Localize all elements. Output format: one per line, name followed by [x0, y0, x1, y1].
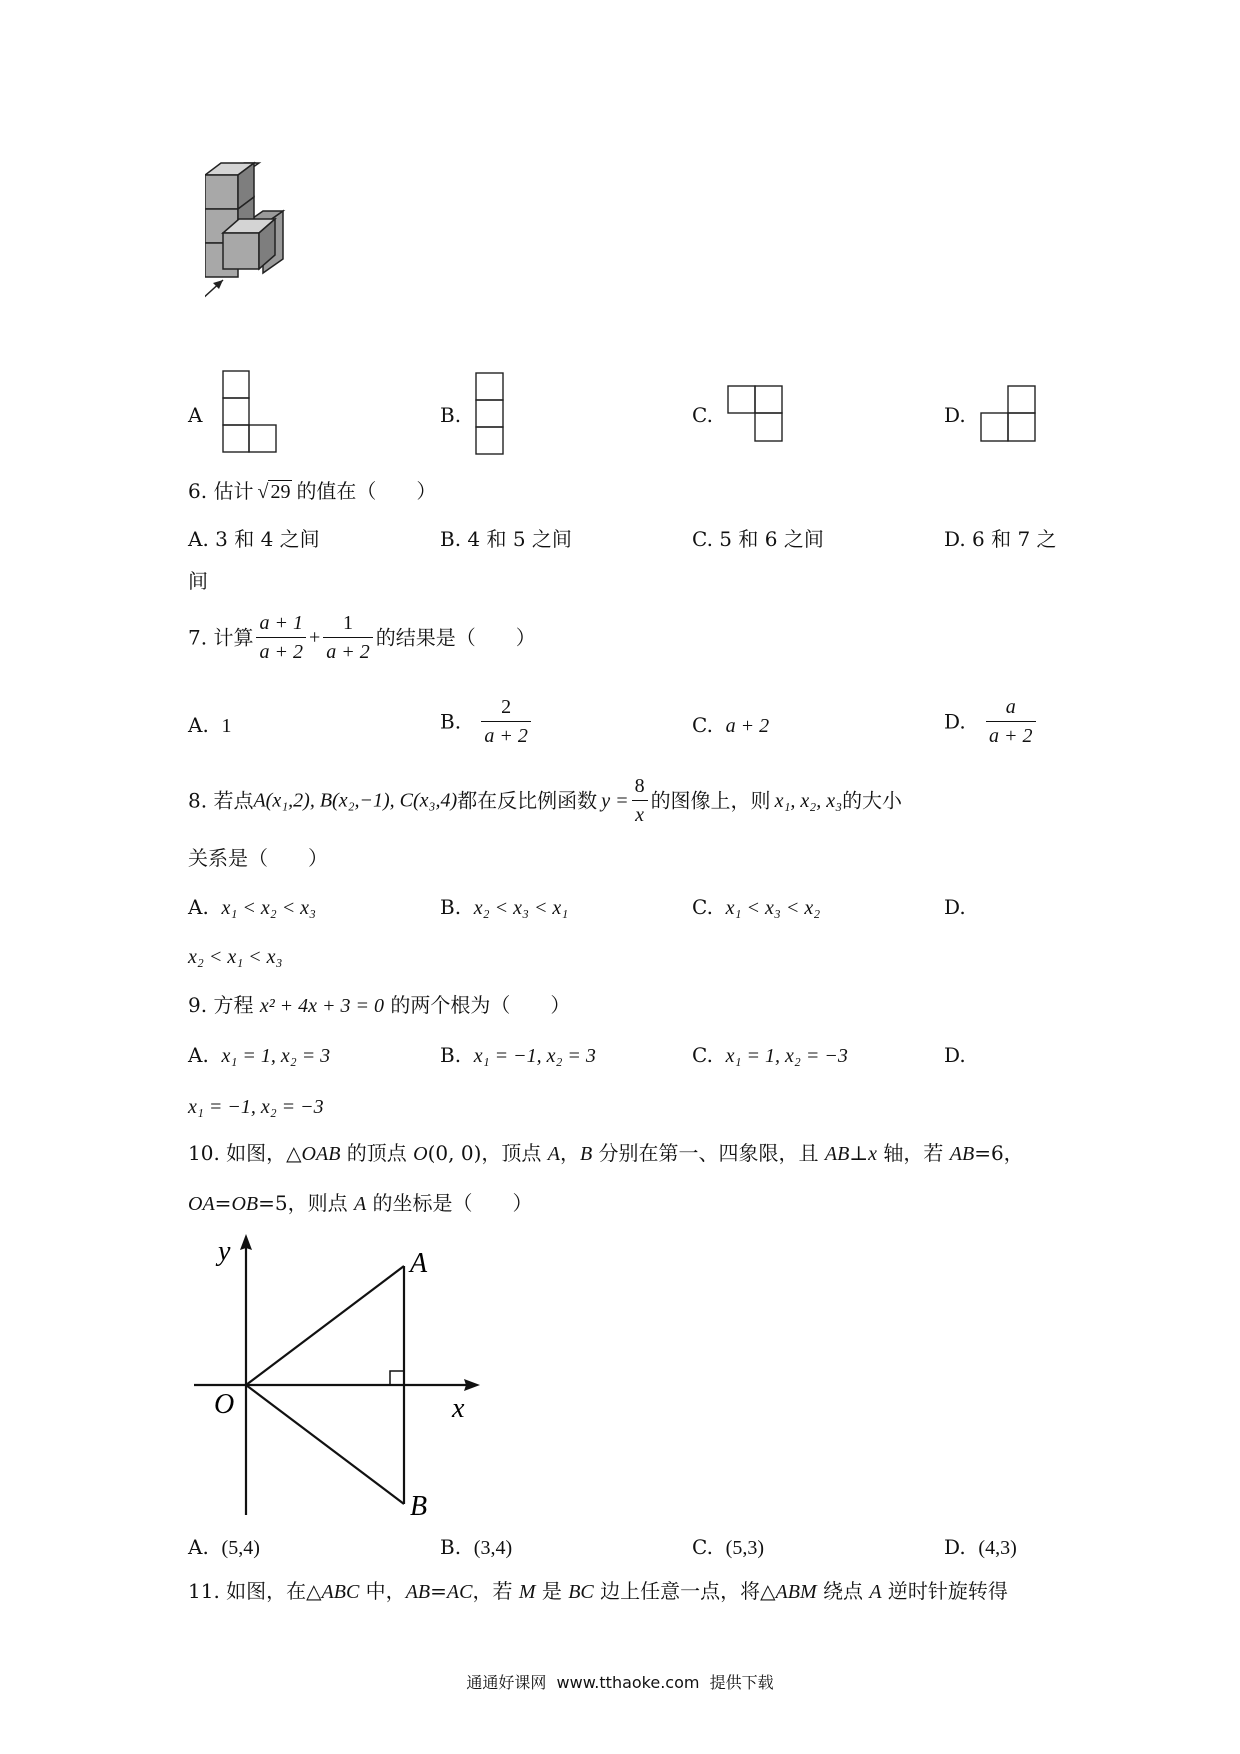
q11-text: = — [430, 1579, 447, 1603]
q10-text: =6， — [974, 1141, 1024, 1165]
q9-equation: x² + 4x + 3 = 0 — [259, 995, 385, 1017]
segment-oa — [246, 1266, 404, 1385]
q8-vars: x₁, x₂, x₃ — [774, 789, 843, 812]
q9-label-b: B. — [440, 1043, 462, 1067]
right-angle-mark — [390, 1371, 404, 1385]
q6-radicand: 29 — [270, 481, 291, 503]
q7-frac2-num: 1 — [323, 609, 373, 638]
q11-var: ABM — [775, 1581, 817, 1603]
q10-triangle-figure — [190, 1230, 490, 1520]
q8-option-b[interactable] — [440, 894, 568, 921]
q8-tail: 的大小 — [842, 788, 903, 813]
q6-suffix: 的值在（ ） — [296, 479, 437, 503]
q10-text: 分别在第一、四象限，且 — [592, 1141, 825, 1165]
q7-opt-d-num: a — [986, 693, 1036, 722]
sqrt-symbol: √ 29 — [257, 481, 291, 503]
q11-text: 11. 如图，在△ — [188, 1579, 322, 1603]
label-o: O — [214, 1389, 235, 1420]
q6-prefix: 6. 估计 — [188, 479, 254, 503]
q9-stem — [188, 992, 570, 1019]
cube-stack-figure — [205, 155, 325, 355]
q8-prefix: 8. 若点 — [188, 788, 254, 813]
q6-stem — [188, 478, 436, 505]
q7-opt-d-den: a + 2 — [989, 725, 1033, 747]
q11-var: BC — [568, 1581, 594, 1603]
q9-option-d[interactable] — [944, 1042, 966, 1068]
q8-func-den: x — [635, 804, 644, 826]
q7-opt-c-value: a + 2 — [725, 715, 770, 737]
q10-text: ， — [559, 1141, 580, 1165]
q6-option-a[interactable]: A. 3 和 4 之间 — [188, 527, 320, 551]
q10-text: 的坐标是（ ） — [366, 1191, 533, 1215]
q8-after: 的图像上，则 — [650, 788, 771, 813]
view-option-d-diagram — [980, 385, 1036, 443]
q10-text: (0, 0)，顶点 — [427, 1141, 548, 1165]
q11-var: M — [518, 1581, 536, 1603]
q8-label-b: B. — [440, 895, 462, 919]
q9-label-a: A. — [188, 1043, 209, 1067]
q10-label-d: D. — [944, 1535, 966, 1559]
q8-opt-d-value: x₂ < x₁ < x₃ — [188, 946, 283, 968]
q7-fraction-1 — [256, 609, 306, 666]
q7-fraction-2 — [323, 609, 373, 666]
q10-opt-a-value: (5,4) — [221, 1537, 260, 1559]
q9-opt-c-value: x₁ = 1, x₂ = −3 — [725, 1045, 848, 1067]
q10-var: AB — [949, 1143, 975, 1165]
q8-middle: 都在反比例函数 — [457, 788, 598, 813]
q10-text: 10. 如图，△ — [188, 1141, 302, 1165]
q11-var: AC — [446, 1581, 473, 1603]
q11-text: ，若 — [472, 1579, 519, 1603]
q7-label-c: C. — [692, 713, 713, 737]
q10-option-b[interactable] — [440, 1534, 512, 1561]
view-option-a-label[interactable]: A — [188, 403, 203, 427]
q7-suffix: 的结果是（ ） — [375, 625, 536, 650]
q8-line2: 关系是（ ） — [188, 846, 328, 870]
q9-label-d: D. — [944, 1043, 966, 1067]
q7-prefix: 7. 计算 — [188, 625, 254, 650]
q10-option-a[interactable] — [188, 1534, 260, 1561]
q10-var: A — [353, 1193, 367, 1215]
q9-option-c[interactable] — [692, 1042, 848, 1069]
view-option-b-label[interactable]: B. — [440, 403, 462, 427]
view-option-c-diagram — [727, 385, 783, 443]
q7-opt-b-num: 2 — [481, 693, 531, 722]
q10-var: O — [413, 1143, 428, 1165]
q7-opt-b-den: a + 2 — [484, 725, 528, 747]
view-option-d-label[interactable]: D. — [944, 403, 966, 427]
q10-opt-c-value: (5,3) — [725, 1537, 764, 1559]
y-axis-arrow — [240, 1234, 252, 1250]
q8-option-d[interactable] — [944, 894, 966, 920]
q8-opt-a-value: x₁ < x₂ < x₃ — [221, 897, 317, 919]
q7-option-d[interactable] — [944, 693, 1039, 750]
q10-var: B — [579, 1143, 593, 1165]
q7-opt-b-fraction — [481, 693, 531, 750]
q11-text: 边上任意一点，将△ — [593, 1579, 776, 1603]
q7-option-b[interactable] — [440, 693, 534, 750]
q7-frac1-num: a + 1 — [256, 609, 306, 638]
q10-text: = — [214, 1191, 232, 1215]
q11-stem — [188, 1578, 1008, 1605]
q6-option-d[interactable]: D. 6 和 7 之 — [944, 527, 1057, 551]
label-x: x — [452, 1393, 465, 1424]
q7-opt-a-value: 1 — [221, 715, 232, 737]
q10-var: OB — [231, 1193, 259, 1215]
label-y: y — [218, 1236, 231, 1267]
q9-option-b[interactable] — [440, 1042, 596, 1069]
q11-text: 中， — [359, 1579, 406, 1603]
q10-var: x — [868, 1143, 878, 1165]
q9-opt-d-value: x₁ = −1, x₂ = −3 — [188, 1096, 324, 1118]
q10-text: 轴，若 — [877, 1141, 950, 1165]
q10-var: A — [547, 1143, 560, 1165]
q10-var: OAB — [301, 1143, 341, 1165]
segment-ob — [246, 1385, 404, 1504]
q8-points: A(x₁,2), B(x₂,−1), C(x₃,4) — [253, 789, 458, 812]
q9-opt-a-value: x₁ = 1, x₂ = 3 — [221, 1045, 331, 1067]
q9-suffix: 的两个根为（ ） — [390, 993, 571, 1017]
q11-var: ABC — [321, 1581, 360, 1603]
q10-label-a: A. — [188, 1535, 209, 1559]
q10-var: OA — [188, 1193, 215, 1215]
q10-var: AB — [824, 1143, 850, 1165]
q11-text: 逆时针旋转得 — [881, 1579, 1008, 1603]
q7-frac1-den: a + 2 — [259, 641, 303, 663]
q10-text: ⊥ — [849, 1141, 869, 1165]
q10-stem-line2 — [188, 1190, 533, 1217]
q8-label-a: A. — [188, 895, 209, 919]
q7-label-a: A. — [188, 713, 209, 737]
q9-option-a[interactable] — [188, 1042, 330, 1069]
q8-func-lhs: y = — [601, 789, 629, 812]
q8-func-fraction — [632, 772, 648, 829]
q10-text: =5，则点 — [258, 1191, 354, 1215]
q8-label-d: D. — [944, 895, 966, 919]
q6-option-b[interactable]: B. 4 和 5 之间 — [440, 527, 572, 551]
view-option-b-diagram — [475, 372, 505, 456]
q10-opt-d-value: (4,3) — [978, 1537, 1017, 1559]
q7-stem — [188, 609, 536, 666]
q8-option-a[interactable] — [188, 894, 316, 921]
q8-option-c[interactable] — [692, 894, 820, 921]
q11-text: 是 — [535, 1579, 569, 1603]
q10-stem-line1 — [188, 1140, 1024, 1167]
q8-opt-b-value: x₂ < x₃ < x₁ — [473, 897, 569, 919]
q11-var: AB — [405, 1581, 431, 1603]
view-option-a-diagram — [222, 370, 278, 456]
q8-stem — [188, 772, 902, 829]
q10-label-c: C. — [692, 1535, 713, 1559]
x-axis-arrow — [464, 1379, 480, 1391]
label-a: A — [410, 1248, 428, 1279]
label-b: B — [410, 1491, 428, 1520]
q9-prefix: 9. 方程 — [188, 993, 254, 1017]
q7-opt-d-fraction — [986, 693, 1036, 750]
page-footer: 通通好课网 www.tthaoke.com 提供下载 — [466, 1673, 774, 1692]
q10-option-c[interactable] — [692, 1534, 764, 1561]
q9-label-c: C. — [692, 1043, 713, 1067]
q8-func-num: 8 — [632, 772, 648, 801]
q11-var: A — [869, 1581, 882, 1603]
view-option-c-label[interactable]: C. — [692, 403, 713, 427]
q11-text: 绕点 — [816, 1579, 870, 1603]
q10-text: 的顶点 — [340, 1141, 414, 1165]
q10-option-d[interactable] — [944, 1534, 1017, 1561]
q10-label-b: B. — [440, 1535, 462, 1559]
q7-frac2-den: a + 2 — [326, 641, 370, 663]
q9-opt-b-value: x₁ = −1, x₂ = 3 — [473, 1045, 596, 1067]
q10-opt-b-value: (3,4) — [473, 1537, 513, 1559]
q6-option-d-wrap: 间 — [188, 569, 208, 593]
q7-label-b: B. — [440, 709, 462, 734]
q7-label-d: D. — [944, 709, 966, 734]
q7-option-c[interactable] — [692, 712, 769, 739]
q7-plus: + — [308, 626, 321, 649]
q8-opt-c-value: x₁ < x₃ < x₂ — [725, 897, 821, 919]
q7-option-a[interactable] — [188, 712, 232, 739]
q6-option-c[interactable]: C. 5 和 6 之间 — [692, 527, 824, 551]
q8-label-c: C. — [692, 895, 713, 919]
